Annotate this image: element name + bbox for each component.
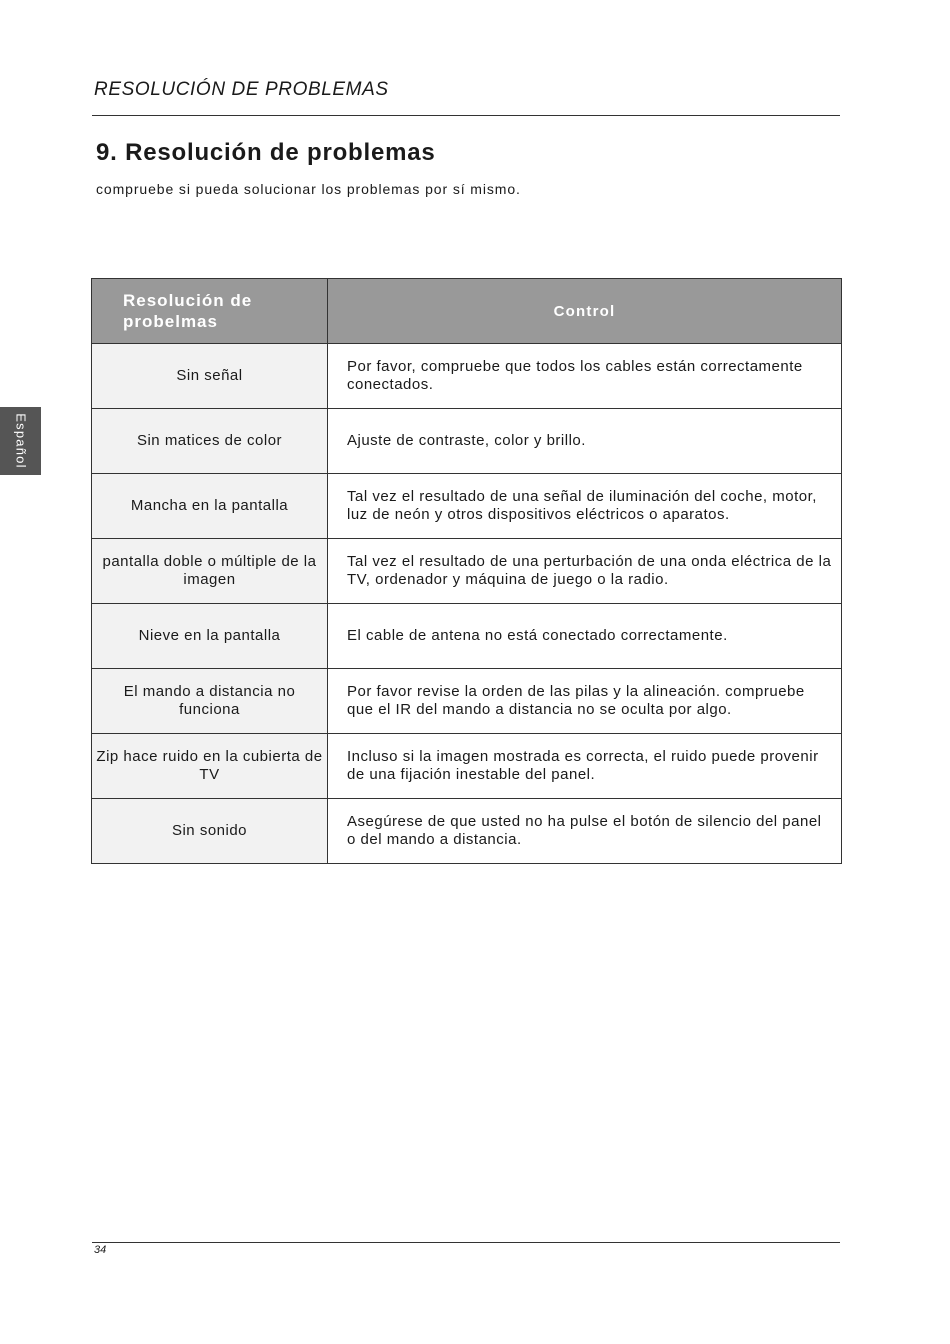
header-divider: [92, 115, 840, 116]
control-cell: Por favor revise la orden de las pilas y la alineación. compruebe que el IR del mando a distancia no se oculta por algo.: [328, 669, 842, 734]
problem-cell: Zip hace ruido en la cubierta de TV: [92, 734, 328, 799]
problem-cell: Mancha en la pantalla: [92, 474, 328, 539]
table-row: [92, 799, 842, 864]
table-row: [92, 604, 842, 669]
control-cell: Tal vez el resultado de una perturbación de una onda eléctrica de la TV, ordenador y máquina de juego o la radio.: [328, 539, 842, 604]
problem-cell: Sin matices de color: [92, 409, 328, 474]
table-row: [92, 409, 842, 474]
page-subtitle: compruebe si pueda solucionar los problemas por sí mismo.: [96, 181, 521, 197]
footer-divider: [92, 1242, 840, 1243]
troubleshooting-table: [91, 278, 842, 864]
control-cell: Por favor, compruebe que todos los cables están correctamente conectados.: [328, 344, 842, 409]
table-row: [92, 474, 842, 539]
table-row: [92, 344, 842, 409]
problem-cell: Nieve en la pantalla: [92, 604, 328, 669]
control-cell: Asegúrese de que usted no ha pulse el botón de silencio del panel o del mando a distancia.: [328, 799, 842, 864]
control-cell: Tal vez el resultado de una señal de iluminación del coche, motor, luz de neón y otros dispositivos eléctricos o aparatos.: [328, 474, 842, 539]
problem-cell: Sin señal: [92, 344, 328, 409]
control-cell: Ajuste de contraste, color y brillo.: [328, 409, 842, 474]
column-header-problem: Resolución de probelmas: [92, 279, 328, 344]
page-title: 9. Resolución de problemas: [96, 139, 436, 166]
problem-cell: pantalla doble o múltiple de la imagen: [92, 539, 328, 604]
problem-cell: Sin sonido: [92, 799, 328, 864]
table-row: [92, 734, 842, 799]
column-header-control: Control: [328, 279, 842, 344]
table-row: [92, 669, 842, 734]
language-side-tab: [0, 407, 41, 475]
control-cell: Incluso si la imagen mostrada es correcta, el ruido puede provenir de una fijación inestable del panel.: [328, 734, 842, 799]
control-cell: El cable de antena no está conectado correctamente.: [328, 604, 842, 669]
section-header: RESOLUCIÓN DE PROBLEMAS: [94, 79, 389, 100]
table-row: [92, 539, 842, 604]
language-side-tab-label: Español: [13, 413, 28, 469]
table-header-row: [92, 279, 842, 344]
problem-cell: El mando a distancia no funciona: [92, 669, 328, 734]
page-number: 34: [94, 1244, 107, 1256]
